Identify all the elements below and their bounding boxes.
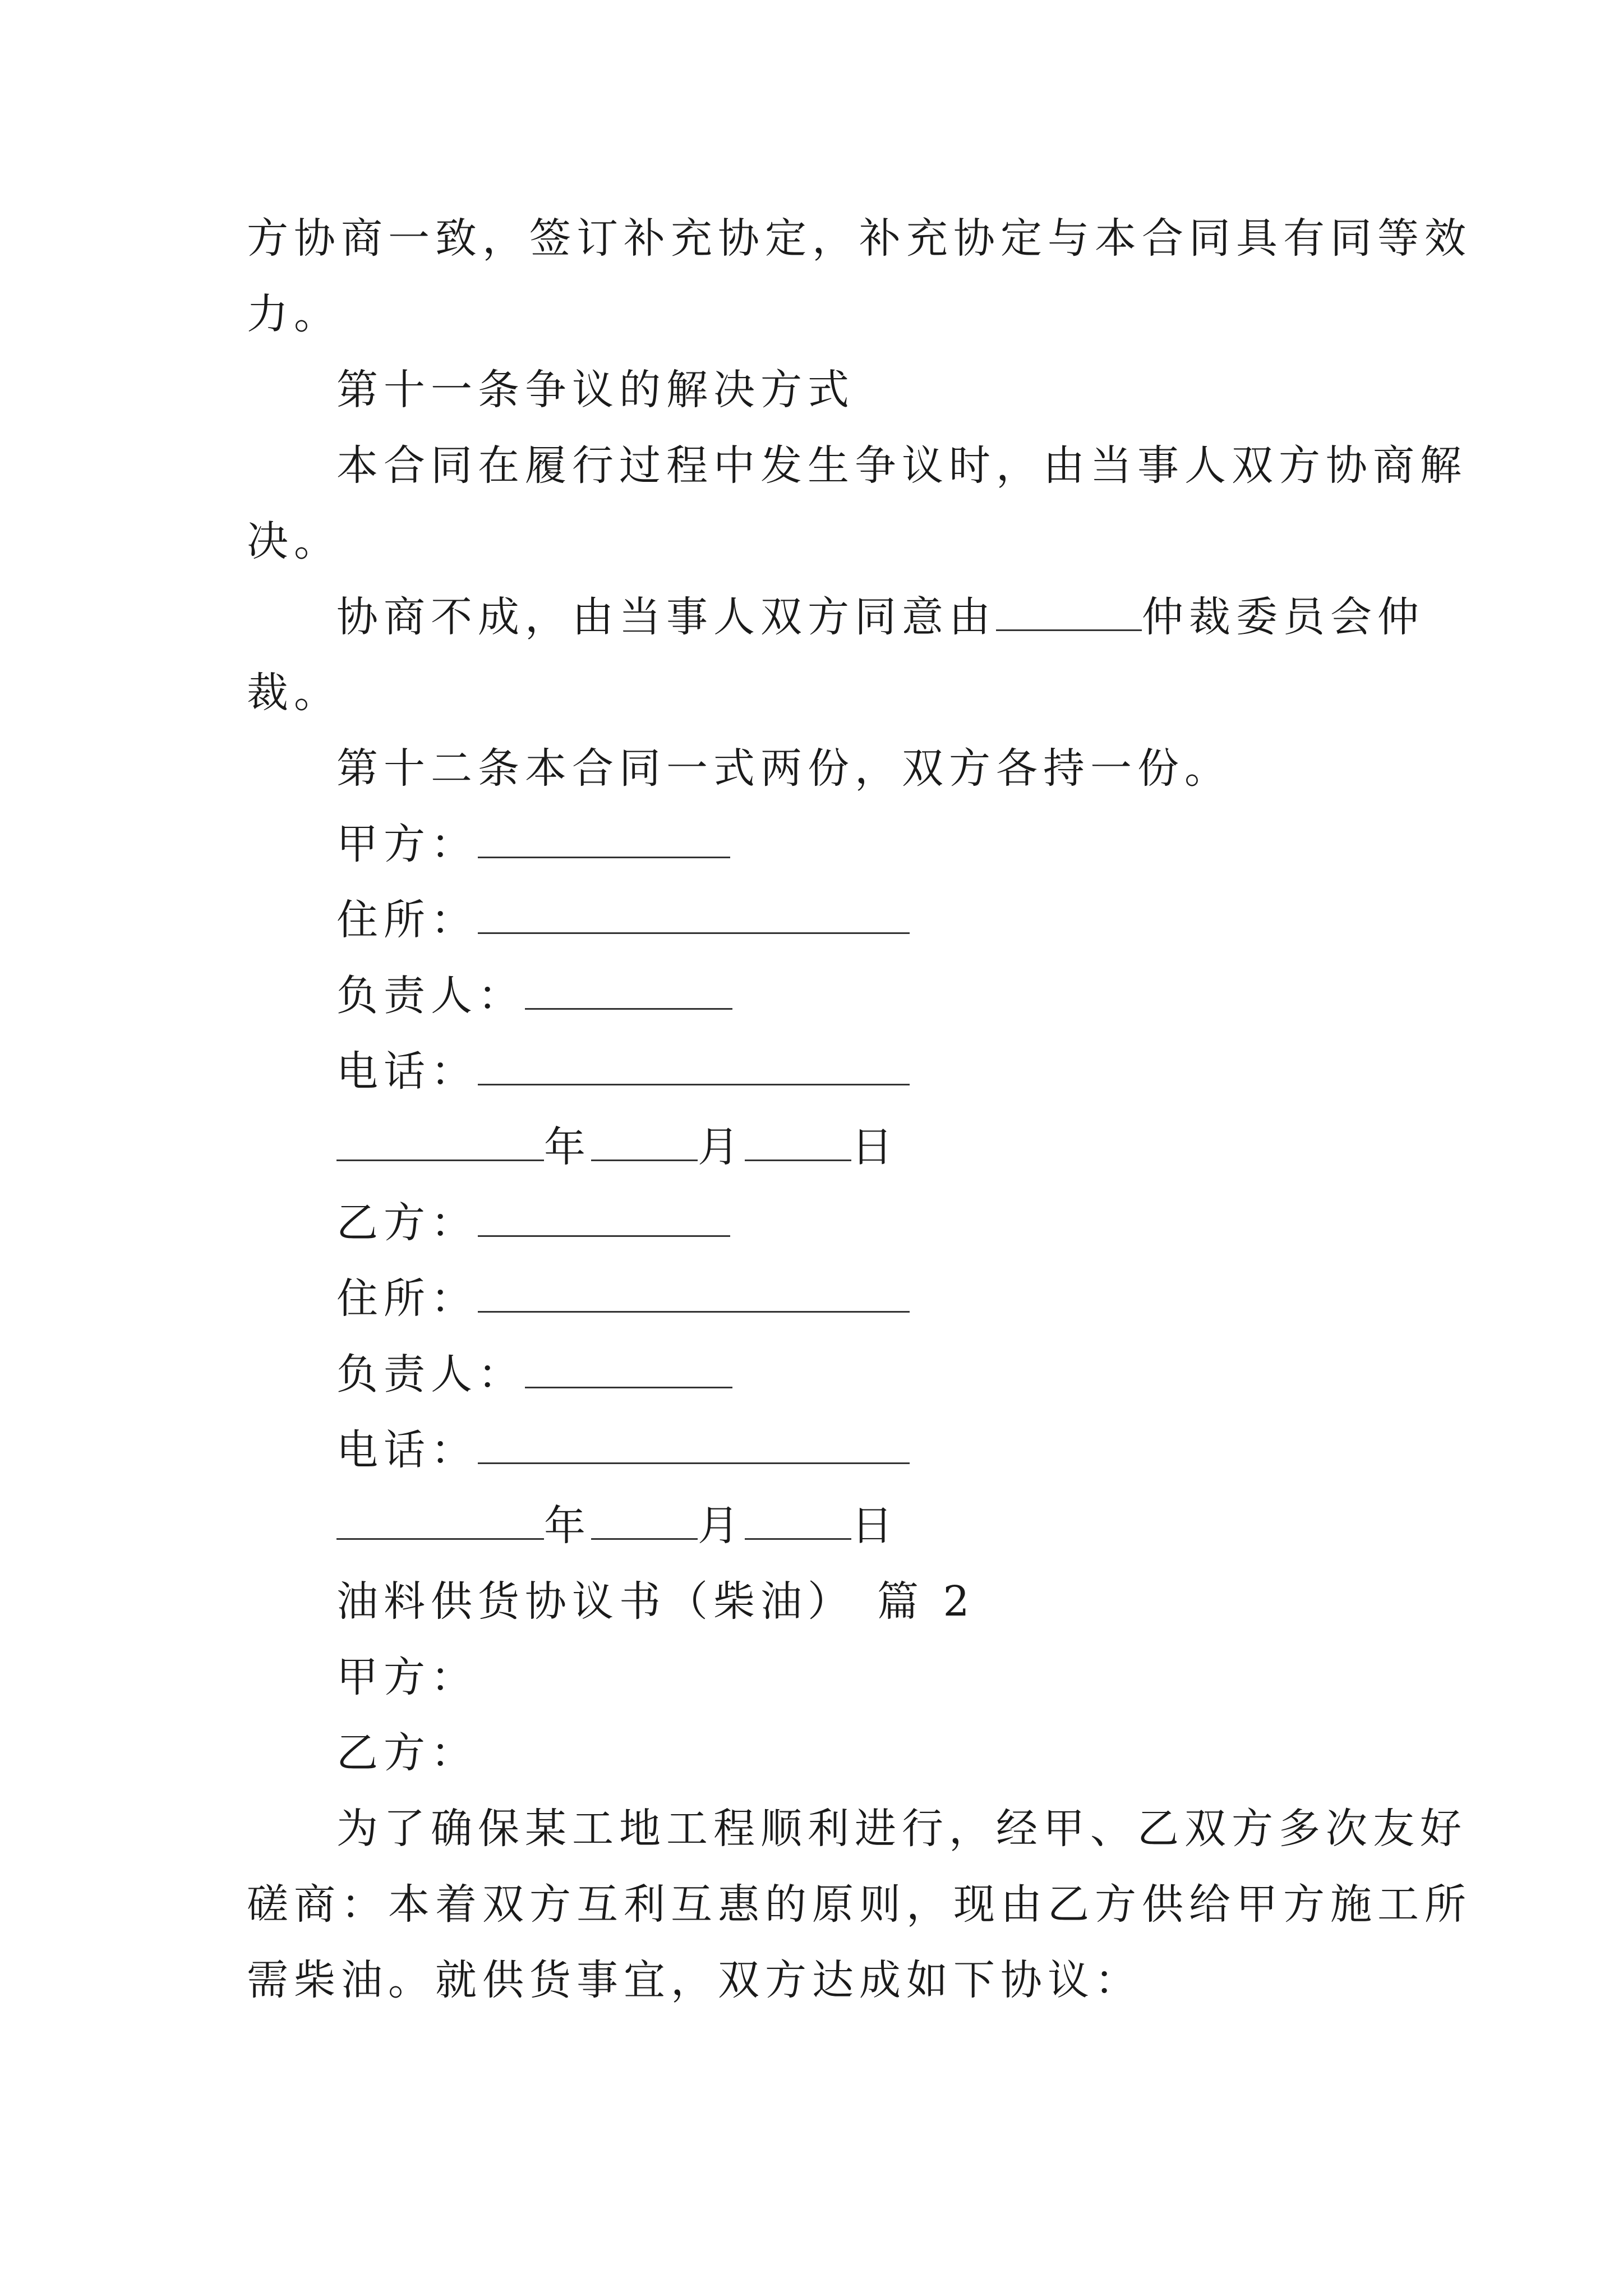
arbitration-text-after: 仲裁委员会仲 xyxy=(1142,593,1424,641)
arbitration-committee-blank[interactable] xyxy=(996,593,1142,631)
party-b-blank[interactable] xyxy=(478,1199,730,1237)
party-a-line: 甲方： xyxy=(336,1653,478,1701)
paragraph-line: 决。 xyxy=(247,517,341,565)
person-blank[interactable] xyxy=(525,972,732,1010)
address-blank[interactable] xyxy=(478,896,910,934)
year-blank[interactable] xyxy=(336,1502,544,1540)
phone-blank[interactable] xyxy=(478,1427,910,1464)
phone-field-a xyxy=(336,1046,910,1097)
section-title-text: 油料供货协议书（柴油） xyxy=(336,1577,855,1626)
person-label: 负责人： xyxy=(336,1350,525,1398)
day-blank[interactable] xyxy=(745,1124,851,1161)
date-field-a xyxy=(336,1122,898,1172)
phone-label: 电话： xyxy=(336,1047,478,1096)
year-blank[interactable] xyxy=(336,1124,544,1161)
party-b-field xyxy=(336,1198,730,1248)
section-title xyxy=(336,1576,975,1627)
section-number: 篇 2 xyxy=(877,1577,975,1626)
year-label: 年 xyxy=(544,1123,591,1171)
paragraph-line: 方协商一致，签订补充协定，补充协定与本合同具有同等效 xyxy=(247,214,1472,263)
party-a-blank[interactable] xyxy=(478,821,730,858)
address-label: 住所： xyxy=(336,896,478,944)
paragraph-line: 本合同在履行过程中发生争议时，由当事人双方协商解 xyxy=(336,441,1467,490)
arbitration-line xyxy=(336,592,1424,642)
person-label: 负责人： xyxy=(336,972,525,1020)
party-b-line: 乙方： xyxy=(336,1729,478,1777)
person-field-b xyxy=(336,1349,732,1400)
party-b-label: 乙方： xyxy=(336,1199,478,1247)
paragraph-line: 为了确保某工地工程顺利进行，经甲、乙双方多次友好 xyxy=(336,1805,1467,1853)
party-a-label: 甲方： xyxy=(336,820,478,868)
address-field-a xyxy=(336,895,910,945)
paragraph-line: 裁。 xyxy=(247,669,341,717)
address-field-b xyxy=(336,1273,910,1324)
address-blank[interactable] xyxy=(478,1275,910,1313)
month-label: 月 xyxy=(698,1123,745,1171)
party-a-field xyxy=(336,819,730,869)
year-label: 年 xyxy=(544,1502,591,1550)
arbitration-text-before: 协商不成，由当事人双方同意由 xyxy=(336,593,996,641)
day-label: 日 xyxy=(851,1502,898,1550)
day-blank[interactable] xyxy=(745,1502,851,1540)
paragraph-line: 力。 xyxy=(247,290,341,338)
article-11-heading: 第十一条争议的解决方式 xyxy=(336,366,855,414)
month-blank[interactable] xyxy=(591,1502,698,1540)
phone-field-b xyxy=(336,1425,910,1475)
person-field-a xyxy=(336,970,732,1021)
paragraph-line: 磋商：本着双方互利互惠的原则，现由乙方供给甲方施工所 xyxy=(247,1880,1472,1929)
paragraph-line: 需柴油。就供货事宜，双方达成如下协议： xyxy=(247,1956,1142,2004)
month-blank[interactable] xyxy=(591,1124,698,1161)
phone-label: 电话： xyxy=(336,1426,478,1474)
month-label: 月 xyxy=(698,1502,745,1550)
day-label: 日 xyxy=(851,1123,898,1171)
person-blank[interactable] xyxy=(525,1351,732,1388)
phone-blank[interactable] xyxy=(478,1048,910,1085)
article-12-line: 第十二条本合同一式两份，双方各持一份。 xyxy=(336,744,1232,793)
address-label: 住所： xyxy=(336,1274,478,1323)
date-field-b xyxy=(336,1501,898,1551)
